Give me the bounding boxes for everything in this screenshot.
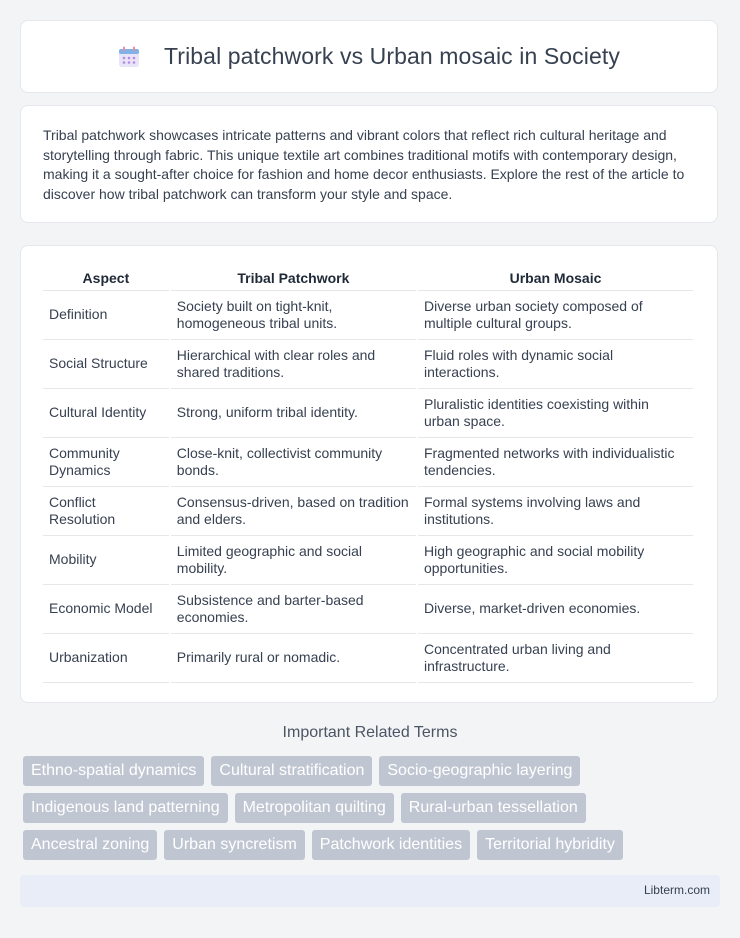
related-term-chip[interactable]: Ethno-spatial dynamics (23, 756, 204, 786)
row-aspect: Definition (43, 291, 169, 340)
chip-row (23, 756, 723, 786)
header-aspect: Aspect (43, 266, 169, 291)
row-tribal: Hierarchical with clear roles and shared traditions. (171, 340, 416, 389)
title-card (20, 20, 718, 93)
intro-card (20, 105, 718, 223)
row-tribal: Society built on tight-knit, homogeneous tribal units. (171, 291, 416, 340)
row-urban: Diverse, market-driven economies. (418, 585, 693, 634)
table-header-row (43, 266, 693, 291)
table-row (43, 585, 693, 634)
row-tribal: Strong, uniform tribal identity. (171, 389, 416, 438)
row-urban: Pluralistic identities coexisting within urban space. (418, 389, 693, 438)
related-terms-title: Important Related Terms (282, 724, 458, 741)
related-terms-list (23, 756, 723, 867)
row-tribal: Limited geographic and social mobility. (171, 536, 416, 585)
related-term-chip[interactable]: Urban syncretism (164, 830, 304, 860)
footer (20, 875, 720, 907)
row-aspect: Cultural Identity (43, 389, 169, 438)
related-term-chip[interactable]: Territorial hybridity (477, 830, 623, 860)
table-row (43, 438, 693, 487)
header-tribal: Tribal Patchwork (171, 266, 416, 291)
table-row (43, 634, 693, 683)
row-aspect: Urbanization (43, 634, 169, 683)
row-urban: Diverse urban society composed of multiple cultural groups. (418, 291, 693, 340)
row-tribal: Subsistence and barter-based economies. (171, 585, 416, 634)
chip-row (23, 793, 723, 823)
chip-row (23, 830, 723, 860)
row-aspect: Community Dynamics (43, 438, 169, 487)
row-tribal: Primarily rural or nomadic. (171, 634, 416, 683)
comparison-table (41, 266, 695, 683)
calendar-icon (118, 46, 140, 68)
related-term-chip[interactable]: Patchwork identities (312, 830, 470, 860)
table-row (43, 340, 693, 389)
page-title: Tribal patchwork vs Urban mosaic in Society (164, 43, 620, 69)
table-row (43, 389, 693, 438)
intro-paragraph: Tribal patchwork showcases intricate patterns and vibrant colors that reflect rich cultural heritage and storytelling through fabric. This unique textile art combines traditional motifs with contemporary design, making it a sought-after choice for fashion and home decor enthusiasts. Explore the rest of the article to discover how tribal patchwork can transform your style and space. (43, 127, 685, 202)
footer-site-link[interactable]: Libterm.com (643, 883, 710, 897)
table-row (43, 536, 693, 585)
related-term-chip[interactable]: Cultural stratification (211, 756, 372, 786)
table-row (43, 487, 693, 536)
related-term-chip[interactable]: Socio-geographic layering (379, 756, 580, 786)
related-term-chip[interactable]: Rural-urban tessellation (401, 793, 586, 823)
table-row (43, 291, 693, 340)
header-urban: Urban Mosaic (418, 266, 693, 291)
row-aspect: Conflict Resolution (43, 487, 169, 536)
row-urban: High geographic and social mobility opportunities. (418, 536, 693, 585)
row-aspect: Economic Model (43, 585, 169, 634)
row-aspect: Social Structure (43, 340, 169, 389)
related-term-chip[interactable]: Ancestral zoning (23, 830, 157, 860)
row-tribal: Close-knit, collectivist community bonds. (171, 438, 416, 487)
row-urban: Concentrated urban living and infrastructure. (418, 634, 693, 683)
row-urban: Fragmented networks with individualistic tendencies. (418, 438, 693, 487)
row-urban: Fluid roles with dynamic social interactions. (418, 340, 693, 389)
row-aspect: Mobility (43, 536, 169, 585)
related-term-chip[interactable]: Indigenous land patterning (23, 793, 228, 823)
related-term-chip[interactable]: Metropolitan quilting (235, 793, 394, 823)
comparison-table-card (20, 245, 718, 703)
row-urban: Formal systems involving laws and institutions. (418, 487, 693, 536)
row-tribal: Consensus-driven, based on tradition and elders. (171, 487, 416, 536)
